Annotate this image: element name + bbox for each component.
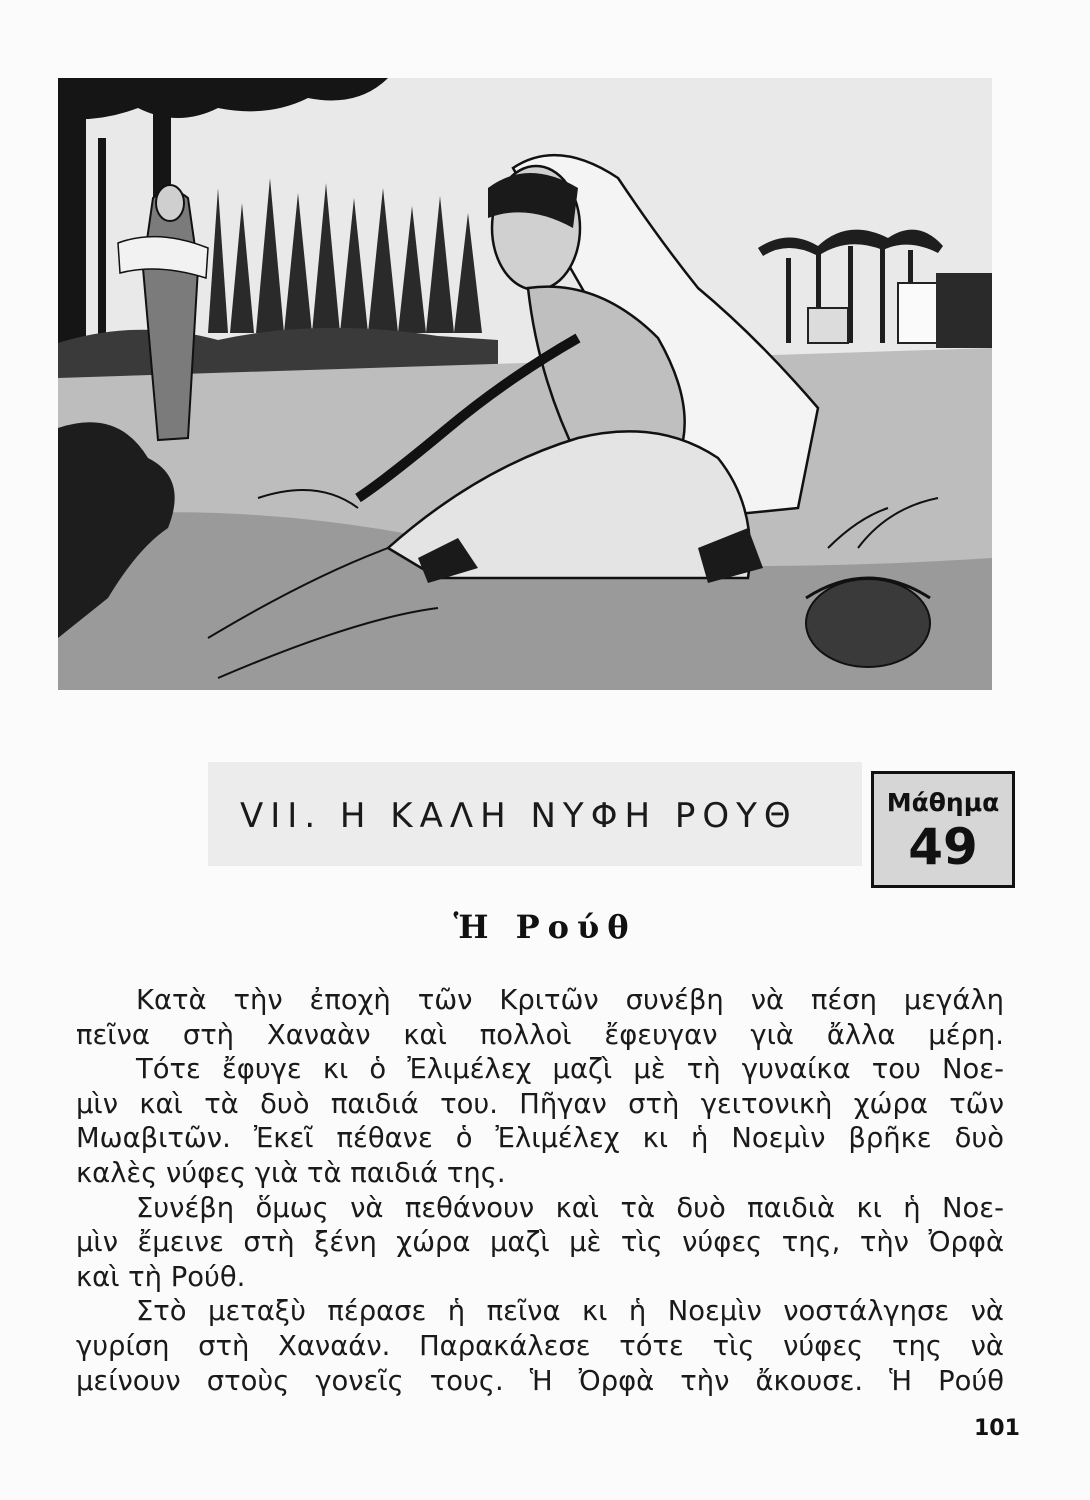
page-number: 101 (974, 1416, 1020, 1441)
body-line: καλὲς νύφες γιὰ τὰ παιδιά της. (76, 1157, 506, 1189)
body-line: μείνουν στοὺς γονεῖς τους. Ἡ Ὀρφὰ τὴν ἄκουσε. Ἡ Ρούθ (76, 1365, 1004, 1397)
body-line: μὶν καὶ τὰ δυὸ παιδιά του. Πῆγαν στὴ γειτονικὴ χώρα τῶν (76, 1088, 1004, 1120)
lesson-badge (871, 771, 1015, 888)
body-line: γυρίση στὴ Χαναάν. Παρακάλεσε τότε τὶς νύφες της νὰ (76, 1330, 1004, 1362)
body-line: Μωαβιτῶν. Ἐκεῖ πέθανε ὁ Ἐλιμέλεχ κι ἡ Νοεμὶν βρῆκε δυὸ (76, 1123, 1004, 1155)
chapter-title: VII. Η ΚΑΛΗ ΝΥΦΗ ΡΟΥΘ (240, 796, 798, 836)
lesson-label: Μάθημα (886, 788, 1000, 817)
body-text (76, 984, 1004, 1399)
body-line: μὶν ἔμεινε στὴ ξένη χώρα μαζὶ μὲ τὶς νύφες της, τὴν Ὀρφὰ (76, 1227, 1004, 1259)
body-line: Στὸ μεταξὺ πέρασε ἡ πεῖνα κι ἡ Νοεμὶν νοστάλγησε νὰ (136, 1296, 1004, 1328)
lesson-number: 49 (908, 818, 978, 876)
illustration-drawing (58, 78, 992, 690)
body-line: Κατὰ τὴν ἐποχὴ τῶν Κριτῶν συνέβη νὰ πέση μεγάλη (136, 985, 1004, 1016)
body-line: καὶ τὴ Ρούθ. (76, 1261, 246, 1293)
ruth-gleaning-illustration (58, 78, 992, 690)
body-line: Συνέβη ὅμως νὰ πεθάνουν καὶ τὰ δυὸ παιδιὰ κι ἡ Νοε- (136, 1192, 1004, 1224)
body-line: πεῖνα στὴ Χαναὰν καὶ πολλοὶ ἔφευγαν γιὰ ἄλλα μέρη. (76, 1019, 1004, 1051)
section-heading: Ἡ Ρούθ (453, 908, 637, 946)
body-line: Τότε ἔφυγε κι ὁ Ἐλιμέλεχ μαζὶ μὲ τὴ γυναίκα του Νοε- (136, 1054, 1004, 1086)
